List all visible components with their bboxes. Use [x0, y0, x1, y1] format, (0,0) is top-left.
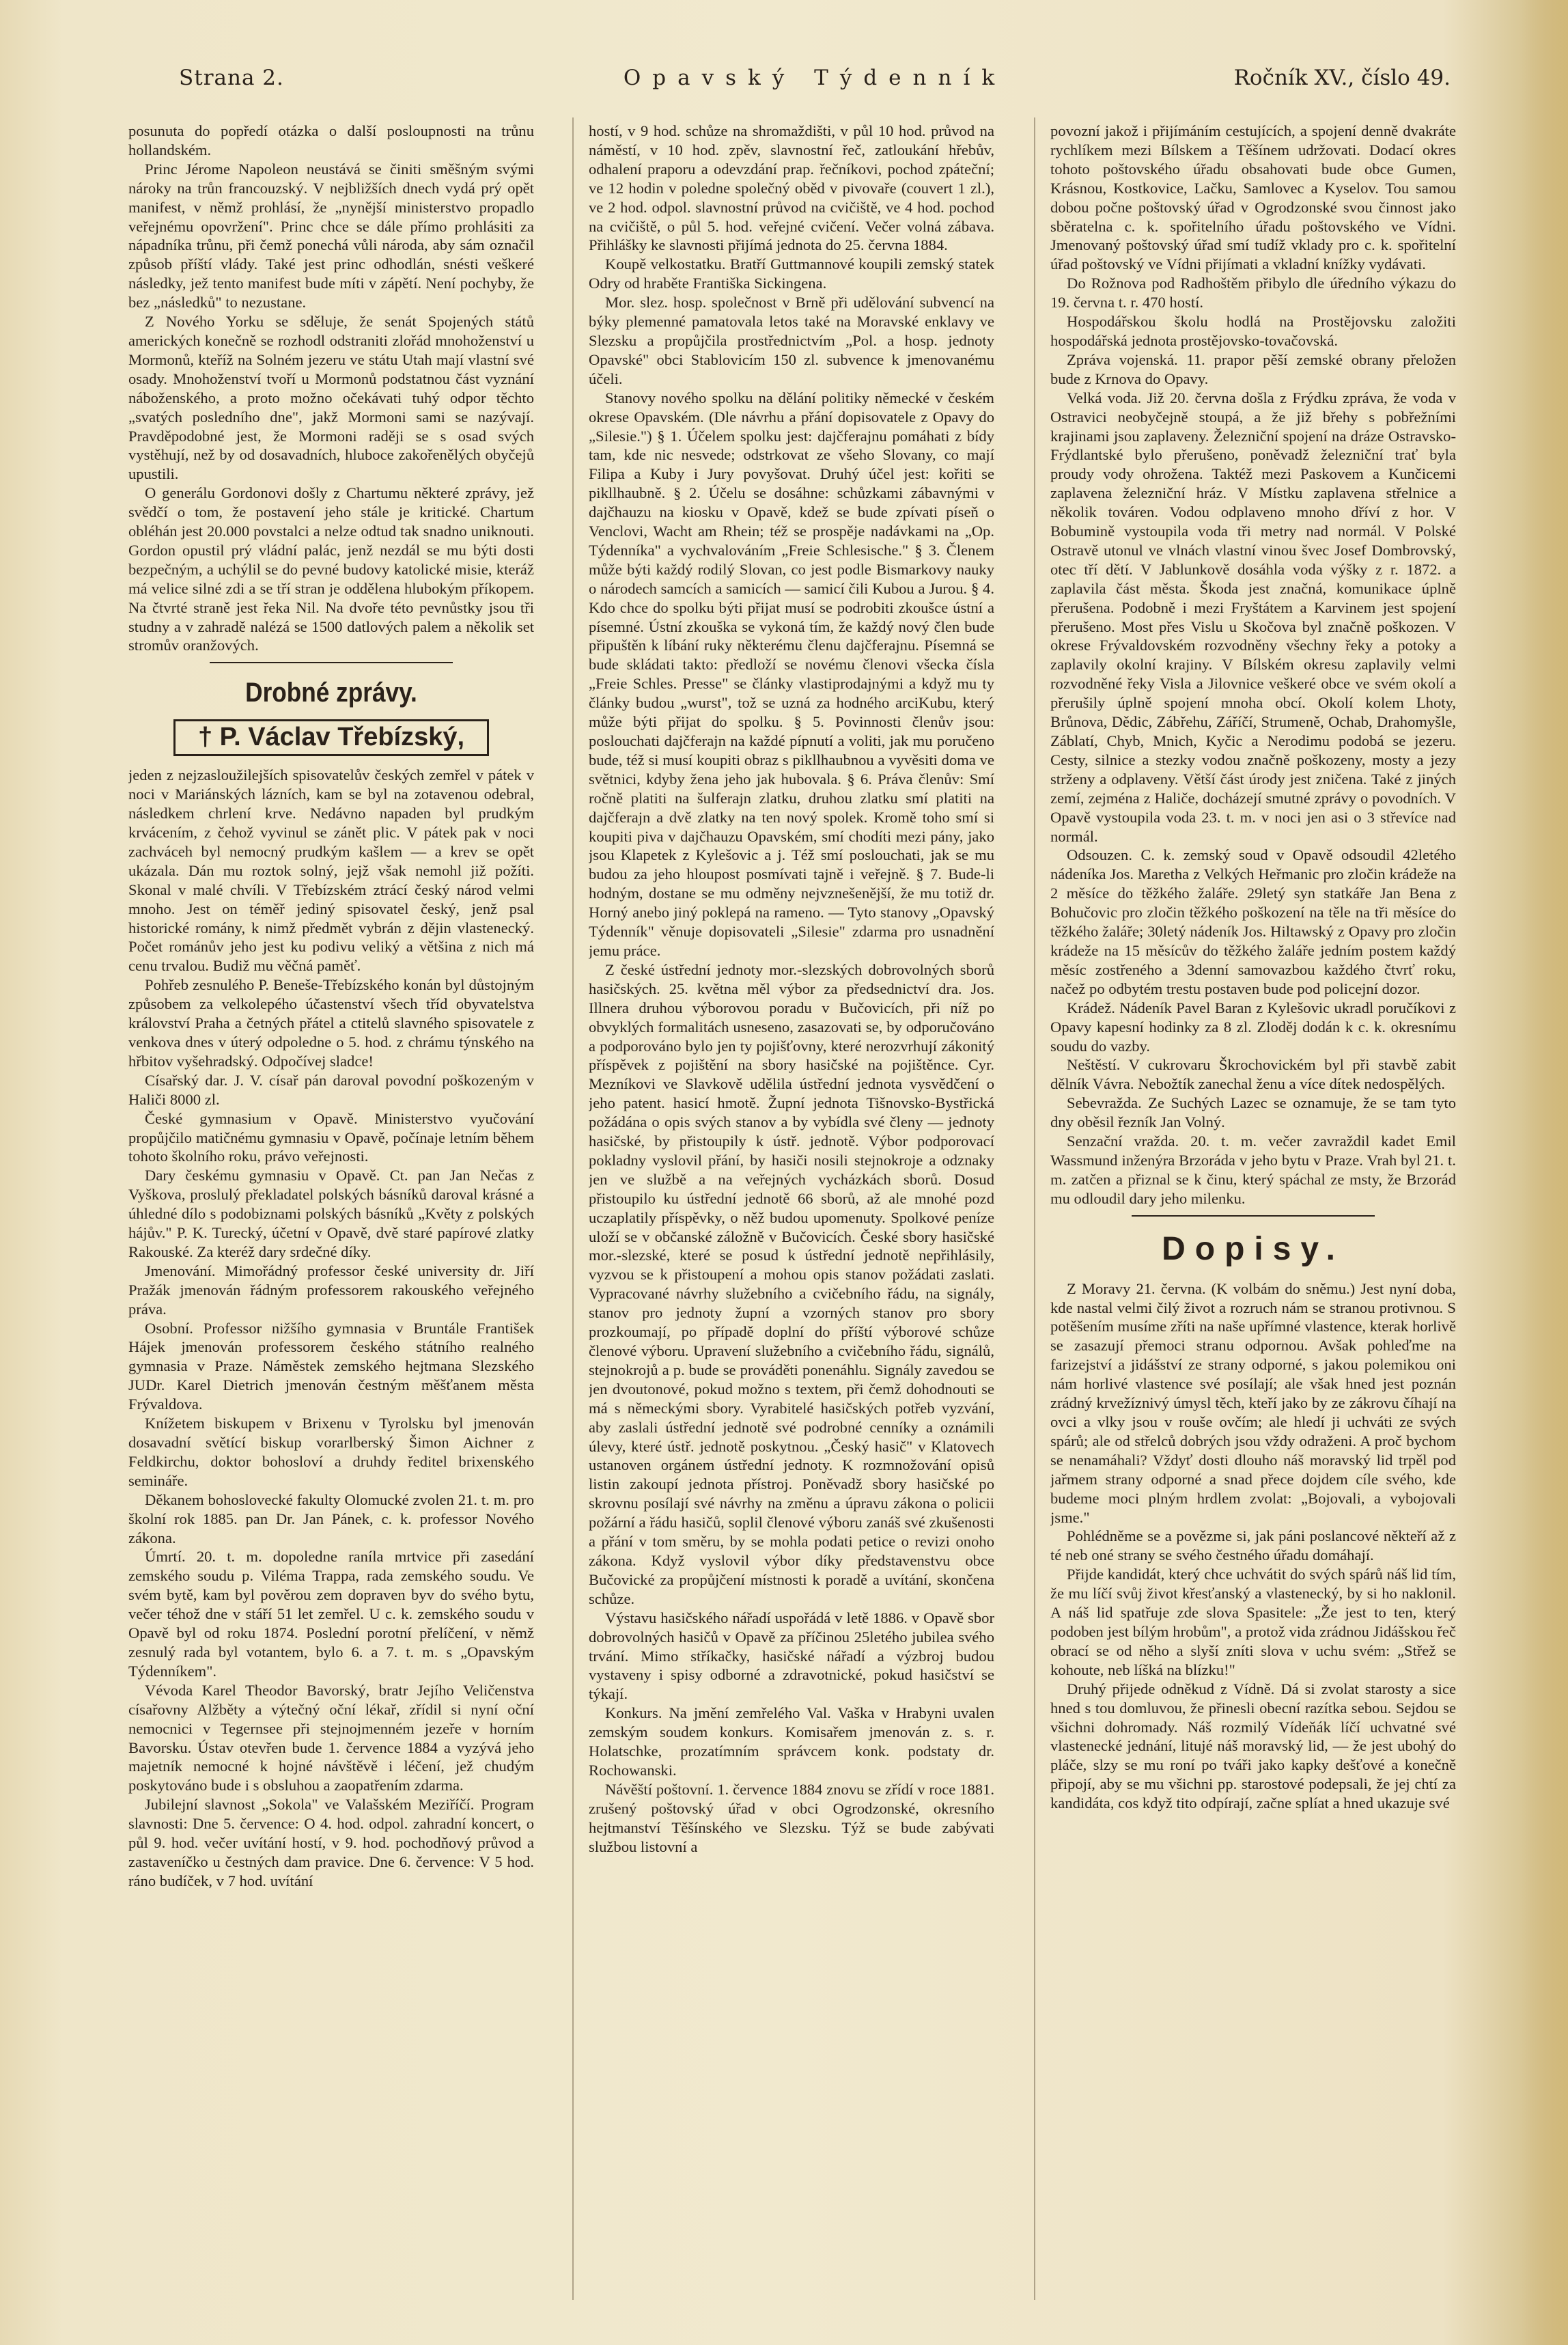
letter-paragraph: Pohlédněme se a povězme si, jak páni poslancové někteří až z té neb oné strany se svého čestného úřadu domáhají.	[1050, 1527, 1456, 1564]
news-item: Sebevražda. Ze Suchých Lazec se oznamuje, že se tam tyto dny oběsil řezník Jan Volný.	[1050, 1094, 1456, 1131]
section-heading-drobne-zpravy: Drobné zprávy.	[245, 678, 417, 708]
news-item: Konkurs. Na jmění zemřelého Val. Vaška v Hrabyni uvalen zemským soudem konkurs. Komisařem jmenován z. s. r. Holatschke, prozatímním správcem konk. podstaty dr. Rochowanski.	[589, 1704, 994, 1779]
news-item: Výstavu hasičského nářadí uspořádá v letě 1886. v Opavě sbor dobrovolných hasičů v Opavě za příčinou 25letého jubilea svého trvání. Mimo stříkačky, hasičské nářadí a výzbroj budou vystaveny i spisy odborné a zdravotnické, pokud hasičství se týkají.	[589, 1609, 994, 1703]
news-item: Knížetem biskupem v Brixenu v Tyrolsku byl jmenován dosavadní světící biskup vorarlberský Šimon Aichner z Feldkirchu, doktor bohosloví a druhdy ředitel brixenského semináře.	[128, 1415, 534, 1489]
letter-paragraph: Druhý přijede odněkud z Vídně. Dá si zvolat starosty a sice hned s tou domluvou, že přinesli obecní razítka sebou. Sejdou se všichni dohromady. Náš rozmilý Vídeňák líčí uchvatné své vlastenecké jednání, litujé náš moravský lid, — že jest ubohý do pláče, slzy se mu roní po tváři jako kapky dešťové a konečně připojí, aby se mu všichni pp. starostové podepsali, že jej chtí za kandidáta, cos když tito odpírají, začne splíat a hned ukazuje své	[1050, 1680, 1456, 1812]
news-item: Pohřeb zesnulého P. Beneše-Třebízského konán byl důstojným způsobem za velkolepého účastenství všech tříd obyvatelstva království Praha a četných přátel a ctitelů slavného spisovatele z venkova dnes v úterý odpoledne o 5. hod. z chrámu týnského na hřbitov vyšehradský. Odpočívej sladce!	[128, 976, 534, 1070]
column-3	[1050, 122, 1456, 2280]
article-paragraph: hostí, v 9 hod. schůze na shromaždišti, v půl 10 hod. průvod na náměstí, v 10 hod. zpěv, slavnostní řeč, zatloukání hřebův, odhalení praporu a odevzdání prap. řečníkovi, pochod zpáteční; ve 12 hodin v poledne společný oběd v pivovaře (couvert 1 zl.), ve 2 hod. odpol. slavnostní průvod na cvičiště, ve 4 hod. pochod na cvičiště, o půl 5. hod. veřejné cvičení. Večer volná zábava. Přihlášky ke slavnosti přijímá jednota do 25. června 1884.	[589, 122, 994, 254]
news-item: Krádež. Nádeník Pavel Baran z Kylešovic ukradl poručíkovi z Opavy kapesní hodinky za 8 zl. Zloděj dodán k c. k. okresnímu soudu do vazby.	[1050, 999, 1456, 1055]
column-rule	[572, 117, 574, 2300]
news-item: Osobní. Professor nižšího gymnasia v Bruntále František Hájek jmenován professorem českého státního realného gymnasia v Praze. Náměstek zemského hejtmana Slezského JUDr. Karel Dietrich jmenován čestným měšťanem města Frývaldova.	[128, 1319, 534, 1413]
newspaper-title: Opavský Týdenník	[623, 66, 1007, 90]
news-item: Stanovy nového spolku na dělání politiky německé v českém okrese Opavském. (Dle návrhu a přání dopisovatele z Opavy do „Silesie.") § 1. Účelem spolku jest: dajčferajnu pomáhati z bídy tam, kde nic nesvede; odstrkovat ze všeho Slovany, co mají Filipa a Kuby i Jury povyšovat. Druhý účel jest: kořiti se pikllhaubně. § 2. Účelu se dosáhne: schůzkami zábavnými v dajčhauzu na kiosku v Opavě, kdež se bude zpívati píseň o Venclovi, Wacht am Rhein; též se prospěje nadávkami na „Op. Týdenníka" a vychvalováním „Freie Schlesische." § 3. Členem může býti každý rodilý Slovan, co jest podle Bismarkovy nauky o národech samcích a samicích — samicí čili Kubou a Jurou. § 4. Kdo chce do spolku býti přijat musí se podrobiti zkoušce ústní a písemné. Ústní zkouška se vykoná tím, že každý nový člen bude připuštěn k líbání ruky některému členu dajčferajnu. Písemná se bude skládati takto: předloží se novému členovi všecka čísla „Freie Schles. Presse" se články vlastiprodajnými a když mu ty články budou „wurst", tož se uzná za hodného arciKubu, který může býti přijat do spolku. § 5. Povinnosti členův jsou: poslouchati dajčferajn na každé pípnutí a voliti, jak mu poručeno bude, též si musí koupiti obraz s pikllhaubnou a vyvěsiti doma ve světnici, kdyby žena jeho jak hubovala. § 6. Práva členův: Smí ročně platiti na šulferajn zlatku, druhou zlatku smí platiti na dajčferajn a dvě zlatky na ten nový spolek. Kromě toho smí si koupiti piva v dajčhauzu Opavském, smí chodíti mezi pány, jako jsou Klapetek z Kylešovic a j. Též smí poslouchati, jak se mu budou za jeho hloupost posmívati tajně i veřejně. § 7. Bude-li hodným, dostane se mu odměny nejvznešenější, že mu totiž dr. Horný anebo jiný poklepá na rameno. — Tyto stanovy „Opavský Týdenník" věnuje dopisovateli „Silesie" zdarma pro usnadnění jemu práce.	[589, 389, 994, 959]
news-item: Velká voda. Již 20. června došla z Frýdku zpráva, že voda v Ostravici neobyčejně stoupá, a že již břehy s pobřežními krajinami jsou zaplaveny. Železniční spojení na dráze Ostravsko-Frýdlantské bylo přerušeno, poněvadž železniční trať byla proudy vody ohrožena. Taktéž mezi Paskovem a Kunčicemi zaplavena železniční hráz. V Místku zaplavena střelnice a několik továren. Vodou odplaveno mnoho dříví z hor. V Bobumině vystoupila voda tři metry nad normál. V Polské Ostravě utonul ve vlnách vlastní vinou švec Josef Dombrovský, otec tří dětí. V Jablunkově dosáhla voda výšky z r. 1872. a zaplavila část města. Škoda jest značná, komunikace úplně přerušena. Podobně i mezi Fryštátem a Karvinem jest spojení přerušeno. Most přes Vislu u Skočova byl značně poškozen. V okrese Frývaldovském rozvodněny všechny řeky a potoky a zaplavily okolní krajiny. V Bílském okresu zaplavily velmi rozvodněné řeky Visla a Jilovnice veškeré obce ve svém okolí a přerušily úplně spojení mnoha obcí. Okolí kolem Lhoty, Brůnova, Dědic, Zábřehu, Záříčí, Strumeně, Ochab, Drahomyšle, Záblatí, Chyb, Mnich, Kyčic a Nerodimu podobá se jezeru. Cesty, silnice a stezky vodou značně poškozeny, mosty a jezy strženy a odplaveny. Větší část úrody jest zničena. Také z jiných zemí, zejména z Haliče, docházejí smutné zprávy o povodních. V Opavě vystoupila voda 23. t. m. v noci jen asi o 3 střevíce nad normál.	[1050, 389, 1456, 845]
letter-paragraph: Z Moravy 21. června. (K volbám do sněmu.) Jest nyní doba, kde nastal velmi čilý život a rozruch nám se stranou protivnou. S potěšením musíme zříti na naše upřímné vlastence, kterak horlivě se zasazují přemoci stranu odpornou. Avšak pohleďme na farizejství a jidášství ze strany odporné, s jakou polemikou oni nám horlivé vlastence své posílají; ale však hned jest poznán zrádný krvežíznivý úmysl těch, kteří jako by ze zákrovu číhají na ovci a vlky jsou v rouše ovčím; ale hledí ji uchváti ze svých spárů; ale od střelců dobrých jsou vždy odraženi. A proč bychom se nenamáhali? Vždyť dosti dlouho náš moravský lid trpěl pod jařmem strany odporné a snad přece dojdem cíle svého, kde budeme moci plným hrdlem zvolat: „Bojovali, a vybojovali jsme."	[1050, 1279, 1456, 1526]
news-item: Odsouzen. C. k. zemský soud v Opavě odsoudil 42letého nádeníka Jos. Maretha z Velkých Heřmanic pro zločin krádeže na 2 měsíce do těžkého žaláře. 29letý syn statkáře Jan Bena z Bohučovic pro zločin těžkého poškození na těle na tři měsíce do těžkého žaláře; 30letý nádeník Jos. Hiltawský z Opavy pro zločin krádeže na 15 měsícův do těžkého žaláře jedním postem každý měsíc zostřeného a 3denní samovazbou každého čtvrť roku, načež po odbytém trestu postaven bude pod policejní dozor.	[1050, 846, 1456, 997]
column-1	[128, 122, 534, 2280]
article-paragraph: O generálu Gordonovi došly z Chartumu některé zprávy, jež svědčí o tom, že postavení jeho stále je kritické. Chartum obléhán jest 20.000 povstalci a nelze odtud tak snadno uniknouti. Gordon opustil prý vládní palác, jenž nezdál se mu býti dosti bezpečným, a uchýlil se do pevné budovy katolické misie, kteráž má velice silné zdi a se tří stran je oddělena hlubokým příkopem. Na čtvrté straně jest řeka Nil. Na dvoře této pevnůstky jsou tři studny a v zahradě nalézá se 1500 datlových palem a několik set stromův oranžových.	[128, 484, 534, 654]
news-item: Zpráva vojenská. 11. prapor pěší zemské obrany přeložen bude z Krnova do Opavy.	[1050, 350, 1456, 387]
news-item: Návěští poštovní. 1. července 1884 znovu se zřídí v roce 1881. zrušený poštovský úřad v obci Ogrodzonské, okresního hejtmanství Těšínského ve Slezsku. Týž se bude zabývati službou listovní a	[589, 1780, 994, 1855]
news-item: Mor. slez. hosp. společnost v Brně při udělování subvencí na býky plemenné pamatovala letos také na Moravské enklavy ve Slezsku a propůjčila prostřednictvím „Pol. a hosp. jednoty Opavské" obci Stablovicím 150 zl. subvence k jmenovanému účeli.	[589, 294, 994, 387]
column-rule	[1034, 117, 1035, 2300]
article-paragraph: posunuta do popředí otázka o další posloupnosti na trůnu hollandském.	[128, 122, 534, 158]
article-paragraph: jeden z nejzasloužilejších spisovatelův českých zemřel v pátek v noci v Mariánských lázních, kam se byl na zotavenou odebral, následkem chrlení krve. Nedávno napaden byl prudkým krvácením, z čehož vyvinul se zánět plic. V pátek pak v noci zachváceh byl nemocný prudkým kašlem — a krev se opět ukázala. Dán mu roztok solný, jejž však nemohl již požíti. Skonal v malé chvíli. V Třebízském ztrácí český národ velmi mnoho. Jest on téměř jediný spisovatel český, jenž psal historické romány, k nimž předmět vybrán z dějin vlastenecký. Počet románův jeho jest ku podivu veliký a většina z nich má cenu trvalou. Budiž mu věčná paměť.	[128, 766, 534, 975]
news-item: Do Rožnova pod Radhoštěm přibylo dle úředního výkazu do 19. června t. r. 470 hostí.	[1050, 275, 1456, 311]
news-item: Senzační vražda. 20. t. m. večer zavraždil kadet Emil Wassmund inženýra Brzoráda v jeho bytu v Praze. Vrah byl 21. t. m. zatčen a přiznal se k činu, který spáchal ze msty, že Brzorád mu odloudil dary jeho milenku.	[1050, 1133, 1456, 1207]
news-item: České gymnasium v Opavě. Ministerstvo vyučování propůjčilo matičnému gymnasiu v Opavě, počínaje letním během tohoto školního roku, právo veřejnosti.	[128, 1109, 534, 1165]
news-item: Koupě velkostatku. Bratří Guttmannové koupili zemský statek Odry od hraběte Františka Sickingena.	[589, 255, 994, 292]
running-head	[179, 66, 1451, 107]
news-item: Dary českému gymnasiu v Opavě. Ct. pan Jan Nečas z Vyškova, proslulý překladatel polských básníků daroval krásné a úhledné dílo s podobiznami polských básníků „Květy z polských hájův." P. K. Turecký, účetní v Opavě, dvě staré papírové zlatky Rakouské. Za kteréž dary srdečné díky.	[128, 1167, 534, 1260]
section-divider	[1132, 1215, 1375, 1217]
news-item: Neštěstí. V cukrovaru Škrochovickém byl při stavbě zabit dělník Vávra. Nebožtík zanechal ženu a více dítek nedospělých.	[1050, 1056, 1456, 1093]
article-paragraph: Z Nového Yorku se sděluje, že senát Spojených států amerických konečně se rozhodl odstraniti zlořád mnohoženství u Mormonů, kteříž na Solném jezeru ve státu Utah mají vlastní své osady. Mnohoženství tvoří u Mormonů podstatnou část vyznání náboženského, a proto možno očekávati tuhý odpor těchto „svatých posledního dne", jakž Mormoni sami se nazývají. Pravděpodobné jest, že Mormoni raději se s osad svých vystěhují, než by od dosavadních, hluboce zakořenělých obyčejů upustili.	[128, 313, 534, 483]
section-heading-dopisy: Dopisy.	[1162, 1230, 1345, 1267]
news-item: Jubilejní slavnost „Sokola" ve Valašském Meziříčí. Program slavnosti: Dne 5. července: O 4. hod. odpol. zahradní koncert, o půl 9. hod. večer uvítání hostí, v 9. hod. pochodňový průvod a zastaveníčko u čestných dam pravice. Dne 6. července: V 5 hod. ráno budíček, v 7 hod. uvítání	[128, 1796, 534, 1889]
letter-paragraph: Přijde kandidát, který chce uchvátit do svých spárů náš lid tím, že mu líčí svůj život křesťanský a vlastenecký, by si ho naklonil. A náš lid spatřuje zde slova Spasitele: „Že jest to ten, který podoben jest bílým hrobům", a protož vida zrádnou Jidášskou řeč obrací se od něho a slyší zníti slova v uchu svém: „Střež se kohoute, neb líšká na blízku!"	[1050, 1566, 1456, 1678]
section-divider	[210, 662, 453, 663]
issue-number: Ročník XV., číslo 49.	[1233, 66, 1451, 90]
news-item: Z české ústřední jednoty mor.-slezských dobrovolných sborů hasičských. 25. května měl výbor za předsednictví dra. Jos. Illnera druhou výborovou poradu v Bučovicích, při níž po obvyklých formalitách usneseno, zasazovati se, by odporučováno a podporováno bylo jen ty pojišťovny, které nerozvrhují zákonitý příspěvek z pojištění na sbory hasičské na pojištěnce. Cyr. Mezníkovi ve Slavkově udělila ústřední jednota vysvědčení o jeho patent. hasicí hmotě. Župní jednota Tišnovsko-Bystřická požádána o opis svých stanov a by vybídla své členy — jednoty hasičské, by přistoupily k ústř. jednotě. Výbor podporovací pokladny vyslovil přání, by hasiči nosili stejnokroje a odznaky jen ve službě a na veřejných vycházkách sborů. Dosud přistoupilo ku ústřední jednotě 66 sborů, až ale mnohé pozd uczaplatily příspěvky, o něž budou upomenuty. Spolkové peníze uloží se v občanské záložně v Bučovicích. České sbory hasičské mor.-slezské, které se posud k ústřední jednotě nepřihlásily, vyzvou se k přistoupení a mohou opis stanov požádati zaslati. Vypracované návrhy služebního a cvičebního řádu, na signály, stanov pro jednoty župní a vzorných stanov pro sbory prozkoumají, po případě doplní do příští výborové schůze členové výboru. Upravení služebního a cvičebního řádu, signálů, stejnokrojů a p. bude se prováděti ponenáhlu. Signály zavedou se jen dvoutonové, pokud možno s textem, při čemž dohodnouti se má s německými sbory. Vyrabitelé hasičských potřeb vyzvání, aby zaslali ústřední jednotě své podrobné cenníky a oznámili úlevy, které ústř. jednotě poskytnou. „Český hasič" v Klatovech ustanoven orgánem ústřední jednoty. K rozmnožování opisů listin zakoupí jednota přístroj. Poněvadž sbory hasičské po skrovnu posílají své návrhy na změnu a úpravu zákona o policii požární a řádu hasičů, soplil členové výboru zanáš své zkušenosti a přání v tom směru, by se mohla podati petice o revizi onoho zákona. Když vyslovil výbor díky představenstvu obce Bučovické za propůjčení místnosti k poradě a uvítání, skončena schůze.	[589, 960, 994, 1607]
news-item: Vévoda Karel Theodor Bavorský, bratr Jejího Veličenstva císařovny Alžběty a výtečný oční lékař, zřídil si nyní oční nemocnici v Tegernsee při stejnojmenném jezeře v horním Bavorsku. Ústav otevřen bude 1. července 1884 a vyzývá jeho majetník nemocné k hojné návštěvě i léčení, jež chudým poskytováno bude i s obsluhou a zaopatřením zdarma.	[128, 1681, 534, 1794]
page-edge-discoloration	[1520, 0, 1568, 2345]
news-item: Úmrtí. 20. t. m. dopoledne raníla mrtvice při zasedání zemského soudu p. Viléma Trappa, rada zemského soudu. Ve svém bytě, kam byl pověrou zem dopraven byv do svého bytu, večer téhož dne v stáří 51 let zemřel. U c. k. zemského soudu v Opavě byl od roku 1874. Poslední porotní přelíčení, v němž zesnulý rada byl votantem, bylo 6. a 7. t. m. s „Opavským Týdenníkem".	[128, 1548, 534, 1680]
news-item: Císařský dar. J. V. císař pán daroval povodní poškozeným v Haliči 8000 zl.	[128, 1071, 534, 1108]
news-item: Jmenování. Mimořádný professor české university dr. Jiří Pražák jmenován řádným professorem rakouského veřejného práva.	[128, 1262, 534, 1318]
article-paragraph: Princ Jérome Napoleon neustává se činiti směšným svými nároky na trůn francouzský. V nejbližších dnech vydá prý opět manifest, v němž prohlásí, že „nynější ministerstvo propadlo veřejnému opovržení". Princ chce se dále přímo prohlásiti za nápadníka trůnu, při čemž ponechá vůli národa, aby sám označil způsob příští vlády. Také jest princ odhodlán, snésti veškeré následky, jež tento manifest bude míti v zápětí. Není pochyby, že bez „následků" to nezustane.	[128, 160, 534, 311]
obituary-heading-box: † P. Václav Třebízský,	[173, 719, 489, 756]
article-paragraph: povozní jakož i přijímáním cestujících, a spojení denně dvakráte rychlíkem mezi Bílskem a Těšínem udržovati. Dodací okres tohoto poštovského úřadu obsahovati bude obce Gumen, Krásnou, Kostkovice, Lačku, Samlovec a Kyselov. Tou samou dobou počne poštovský úřad v Ogrodzonské svou činnost jako sběratelna c. k. spořitelního úřadu poštovského ve Vídni. Jmenovaný poštovský úřad smí tudíž vklady pro c. k. spořitelní úřad poštovský ve Vídni přijímati a vkladní knížky vydávati.	[1050, 122, 1456, 273]
page-number: Strana 2.	[179, 66, 284, 90]
news-item: Děkanem bohoslovecké fakulty Olomucké zvolen 21. t. m. pro školní rok 1885. pan Dr. Jan Pánek, c. k. professor Nového zákona.	[128, 1490, 534, 1546]
news-item: Hospodářskou školu hodlá na Prostějovsku založiti hospodářská jednota prostějovsko-tovačovská.	[1050, 313, 1456, 349]
column-2	[589, 122, 994, 2280]
